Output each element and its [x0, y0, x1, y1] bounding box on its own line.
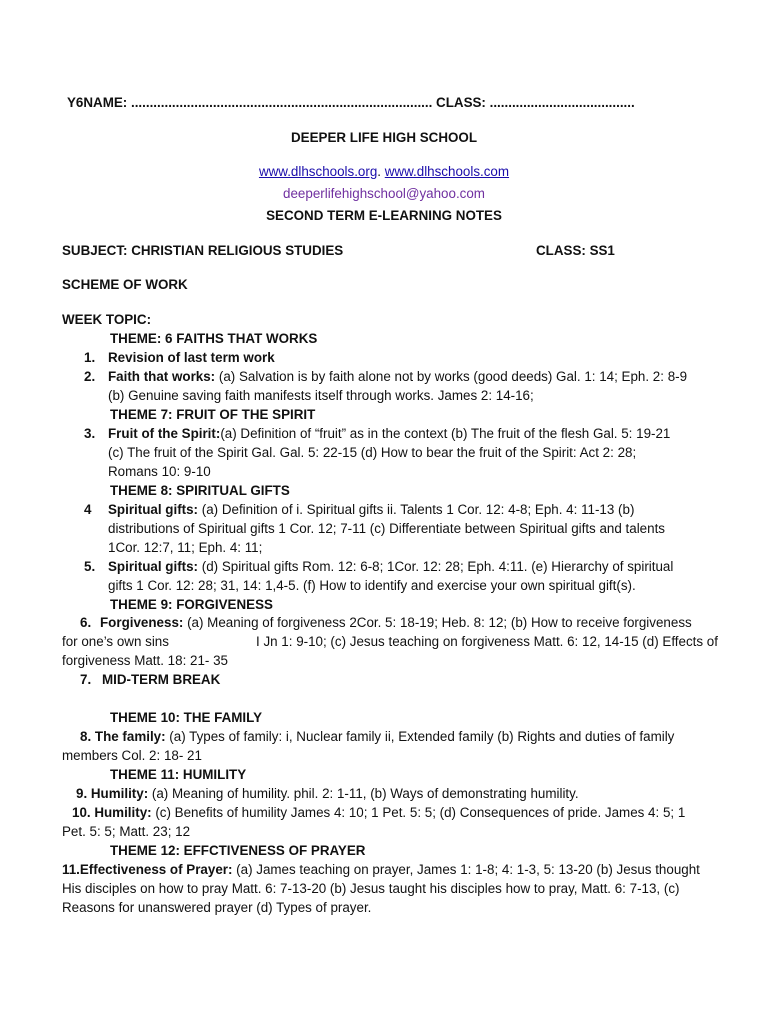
list-item-11-cont-2: Reasons for unanswered prayer (d) Types of prayer.	[62, 900, 372, 915]
list-item-3: 3. Fruit of the Spirit:(a) Definition of “fruit” as in the context (b) The fruit of the flesh Gal. 5: 19-21	[84, 426, 671, 441]
name-class-line: Y6NAME: ................................................................................. CLASS: .......................................	[67, 95, 635, 110]
list-item-8-cont: members Col. 2: 18- 21	[62, 748, 202, 763]
list-item-10: 10. Humility: (c) Benefits of humility James 4: 10; 1 Pet. 5: 5; (d) Consequences of pride. James 4: 5; 1	[72, 805, 686, 820]
website-link-com[interactable]: www.dlhschools.com	[384, 164, 510, 179]
school-email: deeperlifehighschool@yahoo.com	[283, 186, 485, 201]
list-item-9: 9. Humility: (a) Meaning of humility. phil. 2: 1-11, (b) Ways of demonstrating humility.	[76, 786, 579, 801]
school-name: DEEPER LIFE HIGH SCHOOL	[291, 130, 477, 145]
list-item-3-cont-1: (c) The fruit of the Spirit Gal. Gal. 5: 22-15 (d) How to bear the fruit of the Spirit: Act 2: 28;	[108, 445, 637, 460]
subject-label: SUBJECT: CHRISTIAN RELIGIOUS STUDIES	[62, 243, 344, 258]
list-item-10-cont: Pet. 5: 5; Matt. 23; 12	[62, 824, 191, 839]
website-separator: .	[377, 164, 382, 179]
list-item-7: 7. MID-TERM BREAK	[80, 672, 221, 687]
theme-8: THEME 8: SPIRITUAL GIFTS	[110, 483, 290, 498]
week-topic-heading: WEEK TOPIC:	[62, 312, 152, 327]
list-item-4: 4 Spiritual gifts: (a) Definition of i. Spiritual gifts ii. Talents 1 Cor. 12: 4-8; Eph. 4: 11-13 (b)	[84, 502, 635, 517]
website-links	[0, 164, 768, 180]
list-item-5: 5. Spiritual gifts: (d) Spiritual gifts Rom. 12: 6-8; 1Cor. 12: 28; Eph. 4:11. (e) Hierarchy of spiritual	[84, 559, 674, 574]
list-item-8: 8. The family: (a) Types of family: i, Nuclear family ii, Extended family (b) Rights and duties of family	[80, 729, 675, 744]
theme-7: THEME 7: FRUIT OF THE SPIRIT	[110, 407, 316, 422]
list-item-5-cont: gifts 1 Cor. 12: 28; 31, 14: 1,4-5. (f) How to identify and exercise your own spiritual gift(s).	[108, 578, 636, 593]
notes-subtitle: SECOND TERM E-LEARNING NOTES	[266, 208, 502, 223]
theme-10: THEME 10: THE FAMILY	[110, 710, 263, 725]
list-item-4-cont-2: 1Cor. 12:7, 11; Eph. 4: 11;	[108, 540, 263, 555]
list-item-2-cont: (b) Genuine saving faith manifests itself through works. James 2: 14-16;	[108, 388, 534, 403]
class-label: CLASS: SS1	[536, 243, 615, 258]
list-item-6-cont-1a: for one’s own sins	[62, 634, 169, 649]
scheme-title: SCHEME OF WORK	[62, 277, 188, 292]
theme-6: THEME: 6 FAITHS THAT WORKS	[110, 331, 318, 346]
list-item-6-cont-2: forgiveness Matt. 18: 21- 35	[62, 653, 228, 668]
website-link-org[interactable]: www.dlhschools.org	[258, 164, 378, 179]
theme-11: THEME 11: HUMILITY	[110, 767, 247, 782]
list-item-2: 2. Faith that works: (a) Salvation is by faith alone not by works (good deeds) Gal. 1: 14; Eph. 2: 8-9	[84, 369, 688, 384]
theme-12: THEME 12: EFFCTIVENESS OF PRAYER	[110, 843, 366, 858]
list-item-1: 1. Revision of last term work	[84, 350, 275, 365]
theme-9: THEME 9: FORGIVENESS	[110, 597, 273, 612]
list-item-3-cont-2: Romans 10: 9-10	[108, 464, 211, 479]
list-item-6: 6. Forgiveness: (a) Meaning of forgiveness 2Cor. 5: 18-19; Heb. 8: 12; (b) How to receive forgiveness	[80, 615, 692, 630]
list-item-11: 11.Effectiveness of Prayer: (a) James teaching on prayer, James 1: 1-8; 4: 1-3, 5: 13-20 (b) Jesus thought	[62, 862, 700, 877]
list-item-11-cont-1: His disciples on how to pray Matt. 6: 7-13-20 (b) Jesus taught his disciples how to pray, Matt. 6: 7-13, (c)	[62, 881, 680, 896]
list-item-6-cont-1b: I Jn 1: 9-10; (c) Jesus teaching on forgiveness Matt. 6: 12, 14-15 (d) Effects of	[256, 634, 718, 649]
list-item-4-cont-1: distributions of Spiritual gifts 1 Cor. 12; 7-11 (c) Differentiate between Spiritual gifts and talents	[108, 521, 665, 536]
